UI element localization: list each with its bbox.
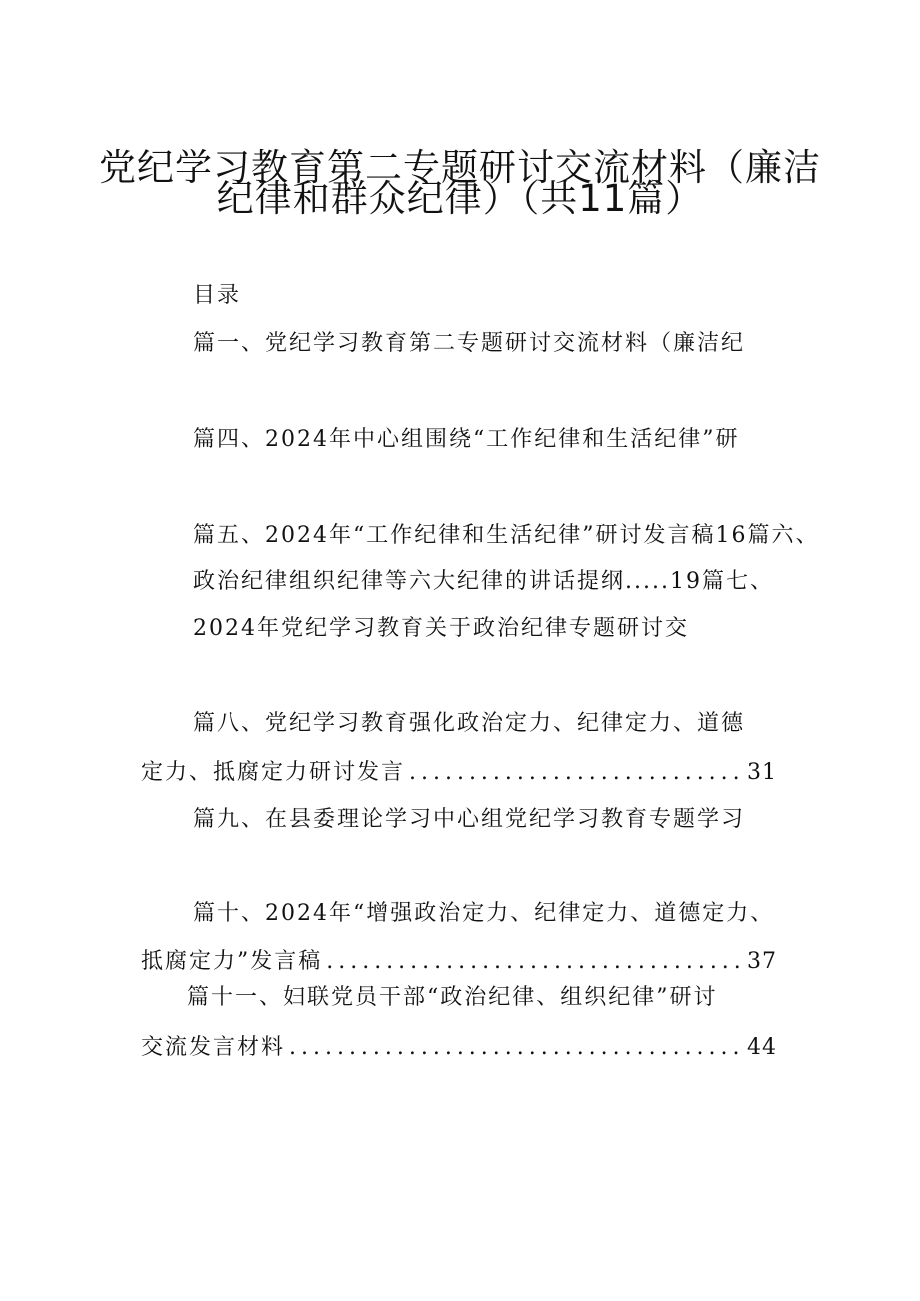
toc-entry-11-continuation — [141, 1030, 777, 1061]
toc-entry-5: 篇五、2024年“工作纪律和生活纪律”研讨发言稿16篇六、 — [193, 523, 820, 548]
toc-entry-11: 篇十一、妇联党员干部“政治纪律、组织纪律”研讨 — [187, 985, 718, 1010]
page-number: 37 — [747, 949, 777, 974]
toc-entry-8: 篇八、党纪学习教育强化政治定力、纪律定力、道德 — [193, 711, 746, 736]
toc-entry-4: 篇四、2024年中心组围绕“工作纪律和生活纪律”研 — [193, 427, 740, 452]
toc-entry-1: 篇一、党纪学习教育第二专题研讨交流材料（廉洁纪 — [193, 331, 746, 356]
dot-leader — [409, 760, 745, 785]
page-number: 31 — [747, 760, 777, 785]
toc-entry-7: 2024年党纪学习教育关于政治纪律专题研讨交 — [193, 616, 689, 641]
document-title-line-2: 纪律和群众纪律）（共11篇） — [216, 177, 704, 220]
toc-entry-label: 交流发言材料 — [141, 1035, 286, 1060]
toc-heading: 目录 — [193, 283, 242, 308]
toc-entry-8-continuation — [141, 755, 777, 786]
toc-entry-label: 抵腐定力”发言稿 — [141, 949, 323, 974]
toc-entry-10: 篇十、2024年“增强政治定力、纪律定力、道德定力、 — [193, 901, 775, 926]
toc-entry-10-continuation — [141, 944, 777, 975]
toc-entry-6: 政治纪律组织纪律等六大纪律的讲话提纲.....19篇七、 — [193, 569, 774, 594]
toc-entry-9: 篇九、在县委理论学习中心组党纪学习教育专题学习 — [193, 807, 746, 832]
document-title-line-1: 党纪学习教育第二专题研讨交流材料（廉洁 — [99, 146, 821, 189]
page-number: 44 — [747, 1035, 777, 1060]
dot-leader — [289, 1035, 745, 1060]
toc-entry-label: 定力、抵腐定力研讨发言 — [141, 760, 406, 785]
dot-leader — [326, 949, 745, 974]
